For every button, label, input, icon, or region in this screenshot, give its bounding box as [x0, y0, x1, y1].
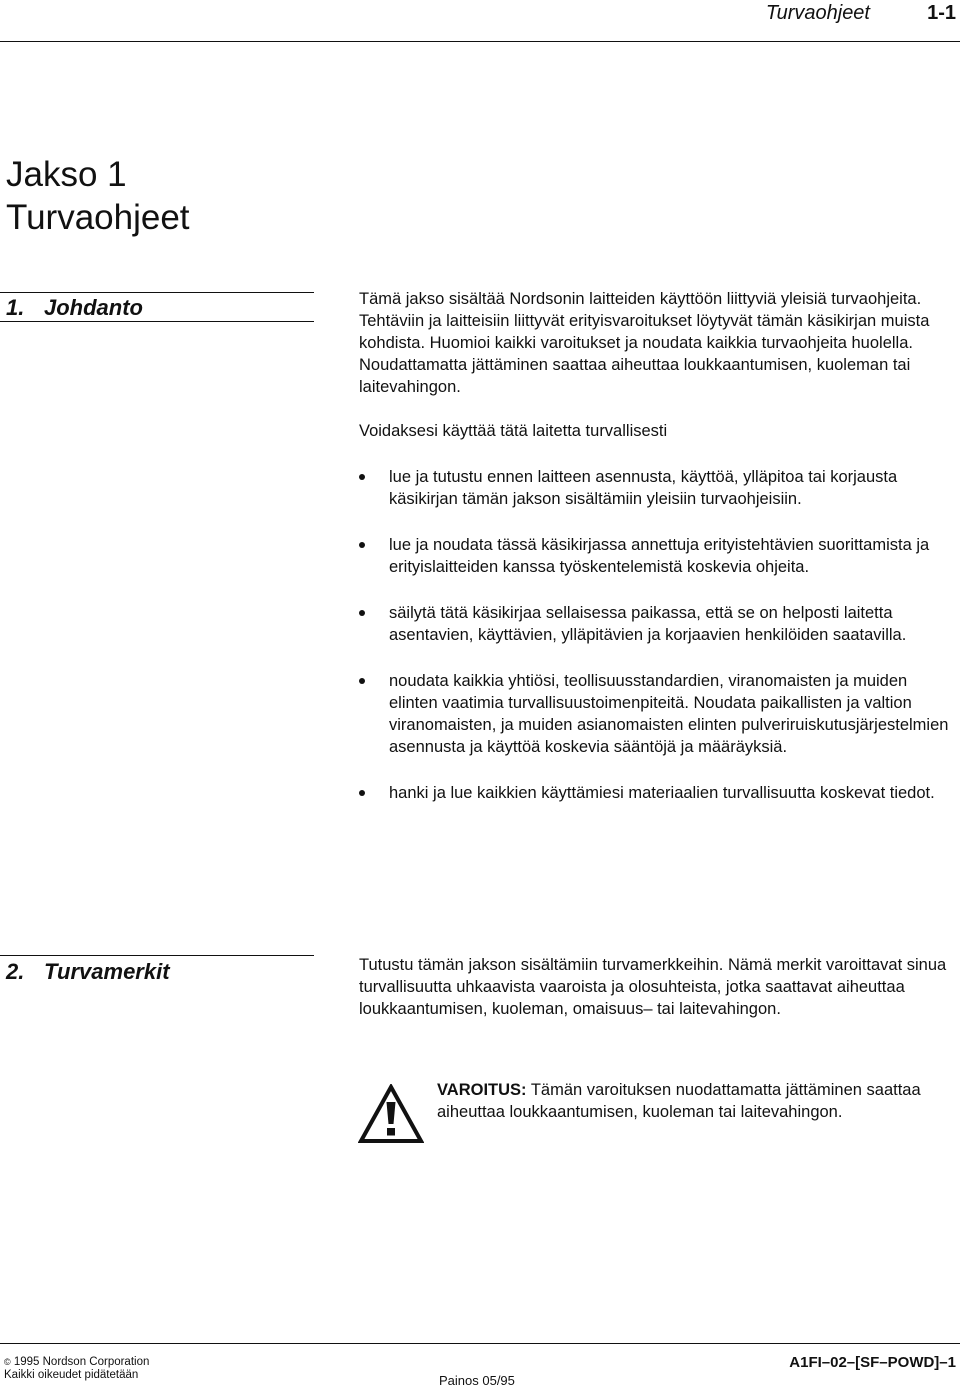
- list-item: [359, 466, 959, 510]
- footer-edition: Painos 05/95: [439, 1373, 515, 1388]
- footer-divider: [0, 1343, 960, 1344]
- chapter-number: Jakso 1: [6, 155, 127, 194]
- section-2-body: [359, 954, 959, 1020]
- section-1-top-rule: [0, 292, 314, 293]
- section-1-bullet-list: [359, 466, 959, 804]
- section-2-title: Turvamerkit: [44, 959, 170, 984]
- section-2-top-rule: [0, 955, 314, 956]
- list-item-text: säilytä tätä käsikirjaa sellaisessa paikassa, että se on helposti laitetta asentavien, käyttävien, ylläpitävien ja korjaavien henkilöiden saatavilla.: [389, 604, 907, 644]
- footer-doc-code: A1FI–02–[SF–POWD]–1: [789, 1354, 956, 1371]
- footer-copyright: 1995 Nordson Corporation: [13, 1356, 150, 1368]
- section-1-intro: Tämä jakso sisältää Nordsonin laitteiden käyttöön liittyviä yleisiä turvaohjeita. Tehtäviin ja laitteisiin liittyvät erityisvaroitukset löytyvät tämän käsikirjan muista kohdista. Huomioi kaikki varoitukset ja noudata kaikkia turvaohjeita huolella. Noudattamatta jättäminen saattaa aiheuttaa loukkaantumisen, kuoleman tai laitevahingon.: [359, 290, 930, 396]
- list-item-text: noudata kaikkia yhtiösi, teollisuusstandardien, viranomaisten ja muiden elinten vaatimia turvallisuustoimenpiteitä. Noudata paikallisten ja valtion viranomaisten, ja muiden asianomaisten elinten pulveriruiskutusjärjestelmien asennusta ja käyttöä koskevia sääntöjä ja määräyksiä.: [389, 672, 949, 756]
- warning-message: [437, 1079, 959, 1123]
- warning-label: VAROITUS:: [437, 1081, 527, 1099]
- bullet-icon: [359, 474, 365, 480]
- header-title: Turvaohjeet: [765, 2, 870, 24]
- chapter-heading: [6, 153, 190, 239]
- section-1-lead: Voidaksesi käyttää tätä laitetta turvallisesti: [359, 422, 668, 440]
- list-item: [359, 670, 959, 758]
- section-2-intro: Tutustu tämän jakson sisältämiin turvamerkkeihin. Nämä merkit varoittavat sinua turvallisuutta uhkaavista vaaroista ja olosuhteista, jotka saattavat aiheuttaa loukkaantumisen, kuoleman, omaisuus– tai laitevahingon.: [359, 956, 947, 1018]
- warning-text: Tämän varoituksen nuodattamatta jättäminen saattaa aiheuttaa loukkaantumisen, kuoleman tai laitevahingon.: [437, 1081, 921, 1121]
- section-1-body: [359, 288, 959, 828]
- list-item-text: lue ja tutustu ennen laitteen asennusta, käyttöä, ylläpitoa tai korjausta käsikirjan tämän jakson sisältämiin yleisiin turvaohjeisiin.: [389, 468, 898, 508]
- section-1-heading: [6, 295, 143, 321]
- footer-copyright-block: [4, 1356, 149, 1382]
- chapter-title: Turvaohjeet: [6, 198, 190, 237]
- copyright-icon: ©: [4, 1357, 11, 1367]
- warning-triangle-icon: [358, 1084, 424, 1144]
- footer-rights: Kaikki oikeudet pidätetään: [4, 1369, 139, 1381]
- list-item: [359, 782, 959, 804]
- section-1-number: 1.: [6, 295, 25, 320]
- header-page-number: 1-1: [927, 2, 956, 24]
- section-1-title: Johdanto: [44, 295, 143, 320]
- bullet-icon: [359, 678, 365, 684]
- bullet-icon: [359, 790, 365, 796]
- section-2-number: 2.: [6, 959, 25, 984]
- list-item: [359, 602, 959, 646]
- bullet-icon: [359, 542, 365, 548]
- section-1-bottom-rule: [0, 321, 314, 322]
- list-item-text: hanki ja lue kaikkien käyttämiesi materiaalien turvallisuutta koskevat tiedot.: [389, 784, 935, 802]
- list-item: [359, 534, 959, 578]
- header-divider: [0, 41, 960, 42]
- section-2-heading: [6, 959, 170, 985]
- bullet-icon: [359, 610, 365, 616]
- list-item-text: lue ja noudata tässä käsikirjassa annettuja erityistehtävien suorittamista ja erityislaitteiden kanssa työskentelemistä koskevia ohjeita.: [389, 536, 930, 576]
